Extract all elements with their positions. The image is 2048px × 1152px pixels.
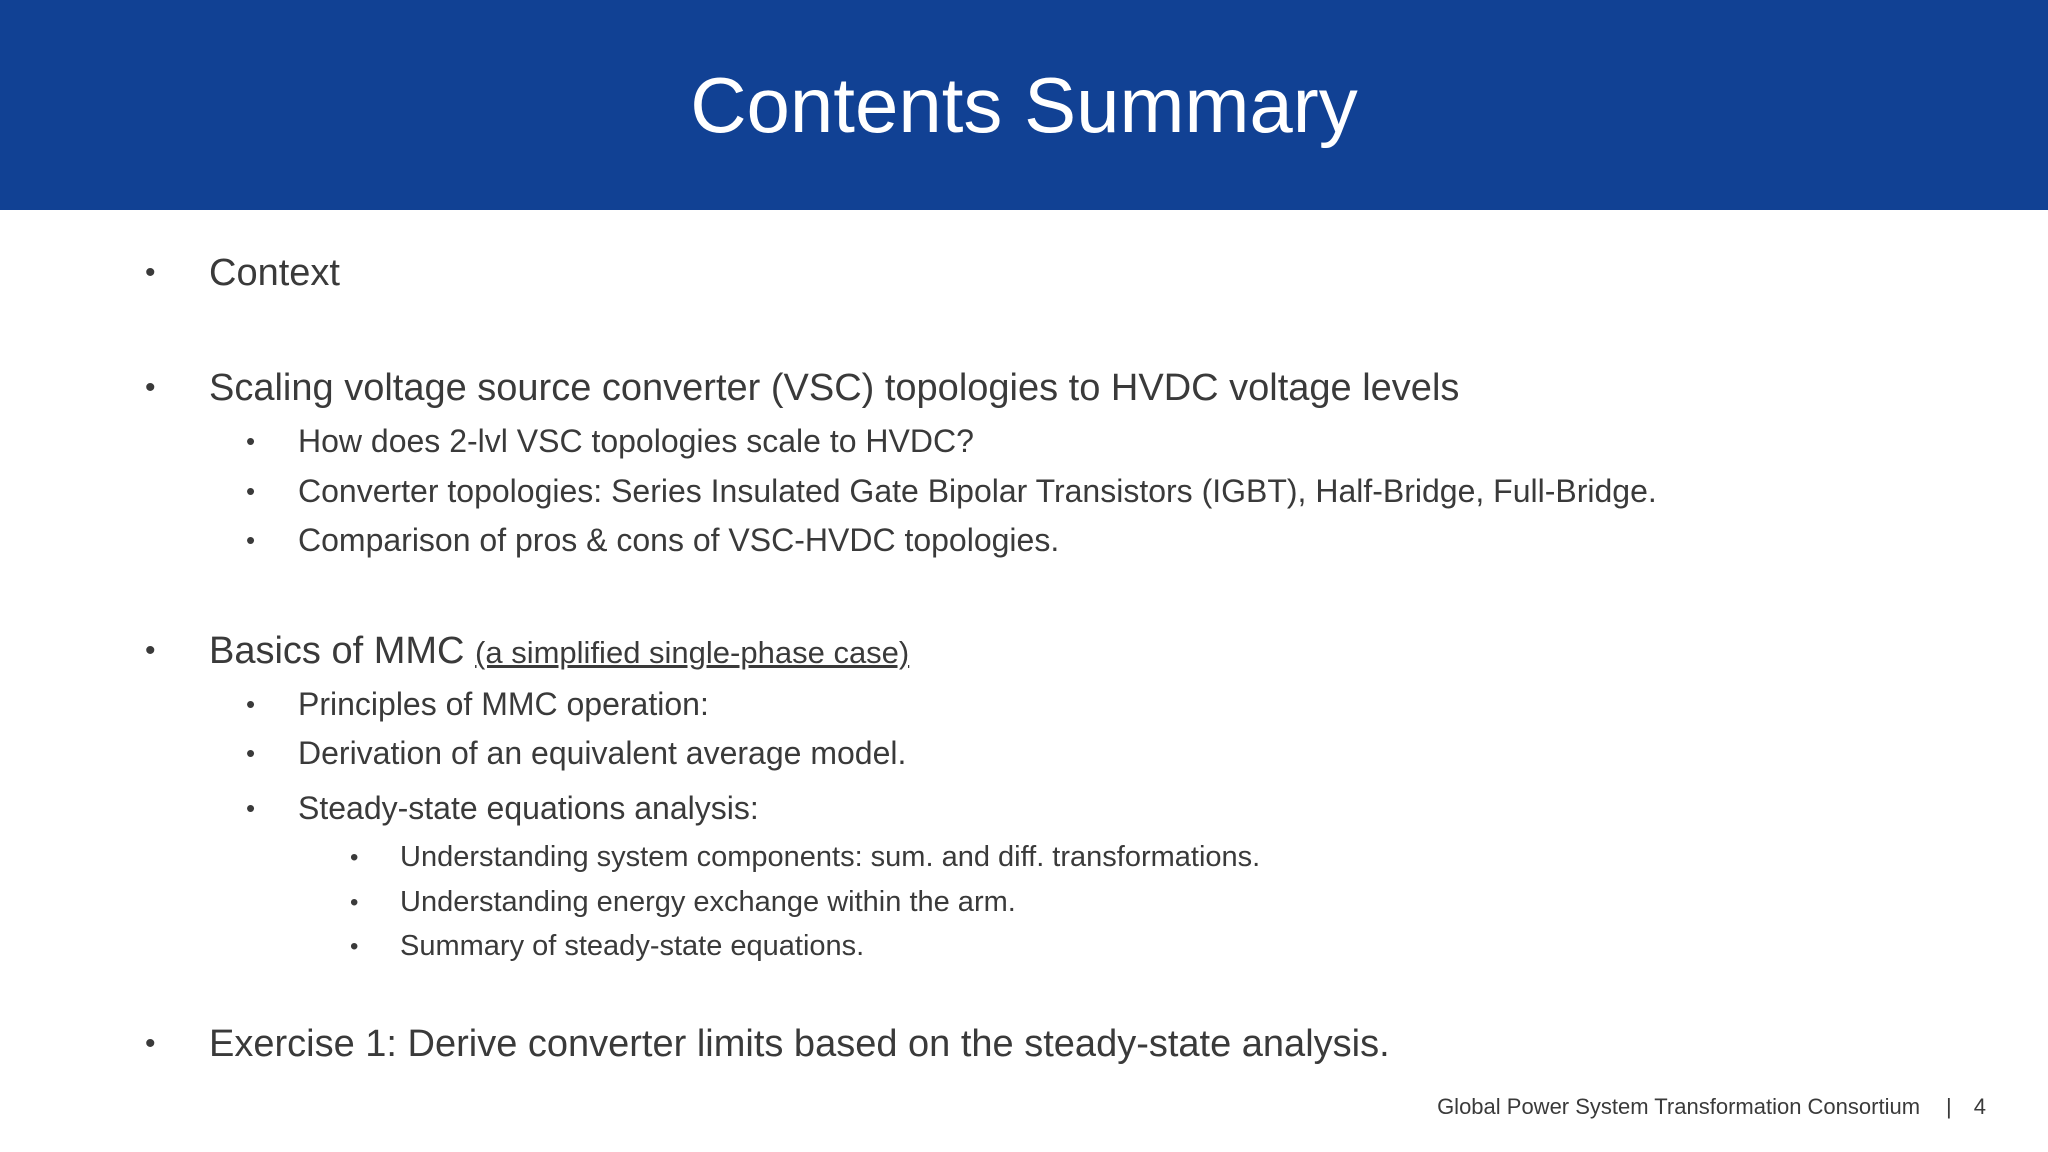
list-item-text: Understanding system components: sum. and diff. transformations.	[400, 841, 1261, 873]
slide-title: Contents Summary	[690, 61, 1358, 149]
list-item-text: Derivation of an equivalent average model.	[298, 735, 907, 771]
bullet-dot: •	[145, 371, 156, 404]
footer-organization: Global Power System Transformation Consortium	[1437, 1094, 1921, 1119]
mmc-heading: Basics of MMC	[209, 630, 465, 672]
list-item-text: Scaling voltage source converter (VSC) topologies to HVDC voltage levels	[209, 367, 1460, 409]
list-item-text: Steady-state equations analysis:	[298, 790, 759, 826]
list-item-text: Converter topologies: Series Insulated Gate Bipolar Transistors (IGBT), Half-Bridge, Full-Bridge.	[298, 473, 1657, 509]
bullet-dot: •	[145, 634, 156, 667]
bullet-dot: •	[145, 256, 156, 289]
bullet-dot: •	[246, 793, 256, 823]
bullet-dot: •	[246, 525, 256, 555]
bullet-dot: •	[246, 426, 256, 456]
slide-footer	[1437, 1094, 1986, 1120]
list-item-text: Exercise 1: Derive converter limits based on the steady-state analysis.	[209, 1023, 1390, 1065]
list-item-text: Understanding energy exchange within the arm.	[400, 886, 1016, 918]
bullet-dot: •	[350, 933, 359, 960]
bullet-dot: •	[145, 1027, 156, 1060]
bullet-dot: •	[246, 476, 256, 506]
mmc-note: (a simplified single-phase case)	[475, 635, 910, 670]
bullet-dot: •	[350, 844, 359, 871]
list-item-text: Summary of steady-state equations.	[400, 930, 865, 962]
title-bar	[0, 0, 2048, 210]
list-item-text: Comparison of pros & cons of VSC-HVDC topologies.	[298, 522, 1060, 558]
list-item-text	[209, 630, 909, 673]
bullet-dot: •	[246, 738, 256, 768]
list-item-text: Principles of MMC operation:	[298, 686, 709, 722]
list-item-text: Context	[209, 252, 340, 294]
footer-separator: |	[1946, 1094, 1952, 1119]
bullet-dot: •	[350, 889, 359, 916]
list-item-text: How does 2-lvl VSC topologies scale to HVDC?	[298, 423, 974, 459]
page-number: 4	[1973, 1094, 1986, 1119]
bullet-dot: •	[246, 689, 256, 719]
